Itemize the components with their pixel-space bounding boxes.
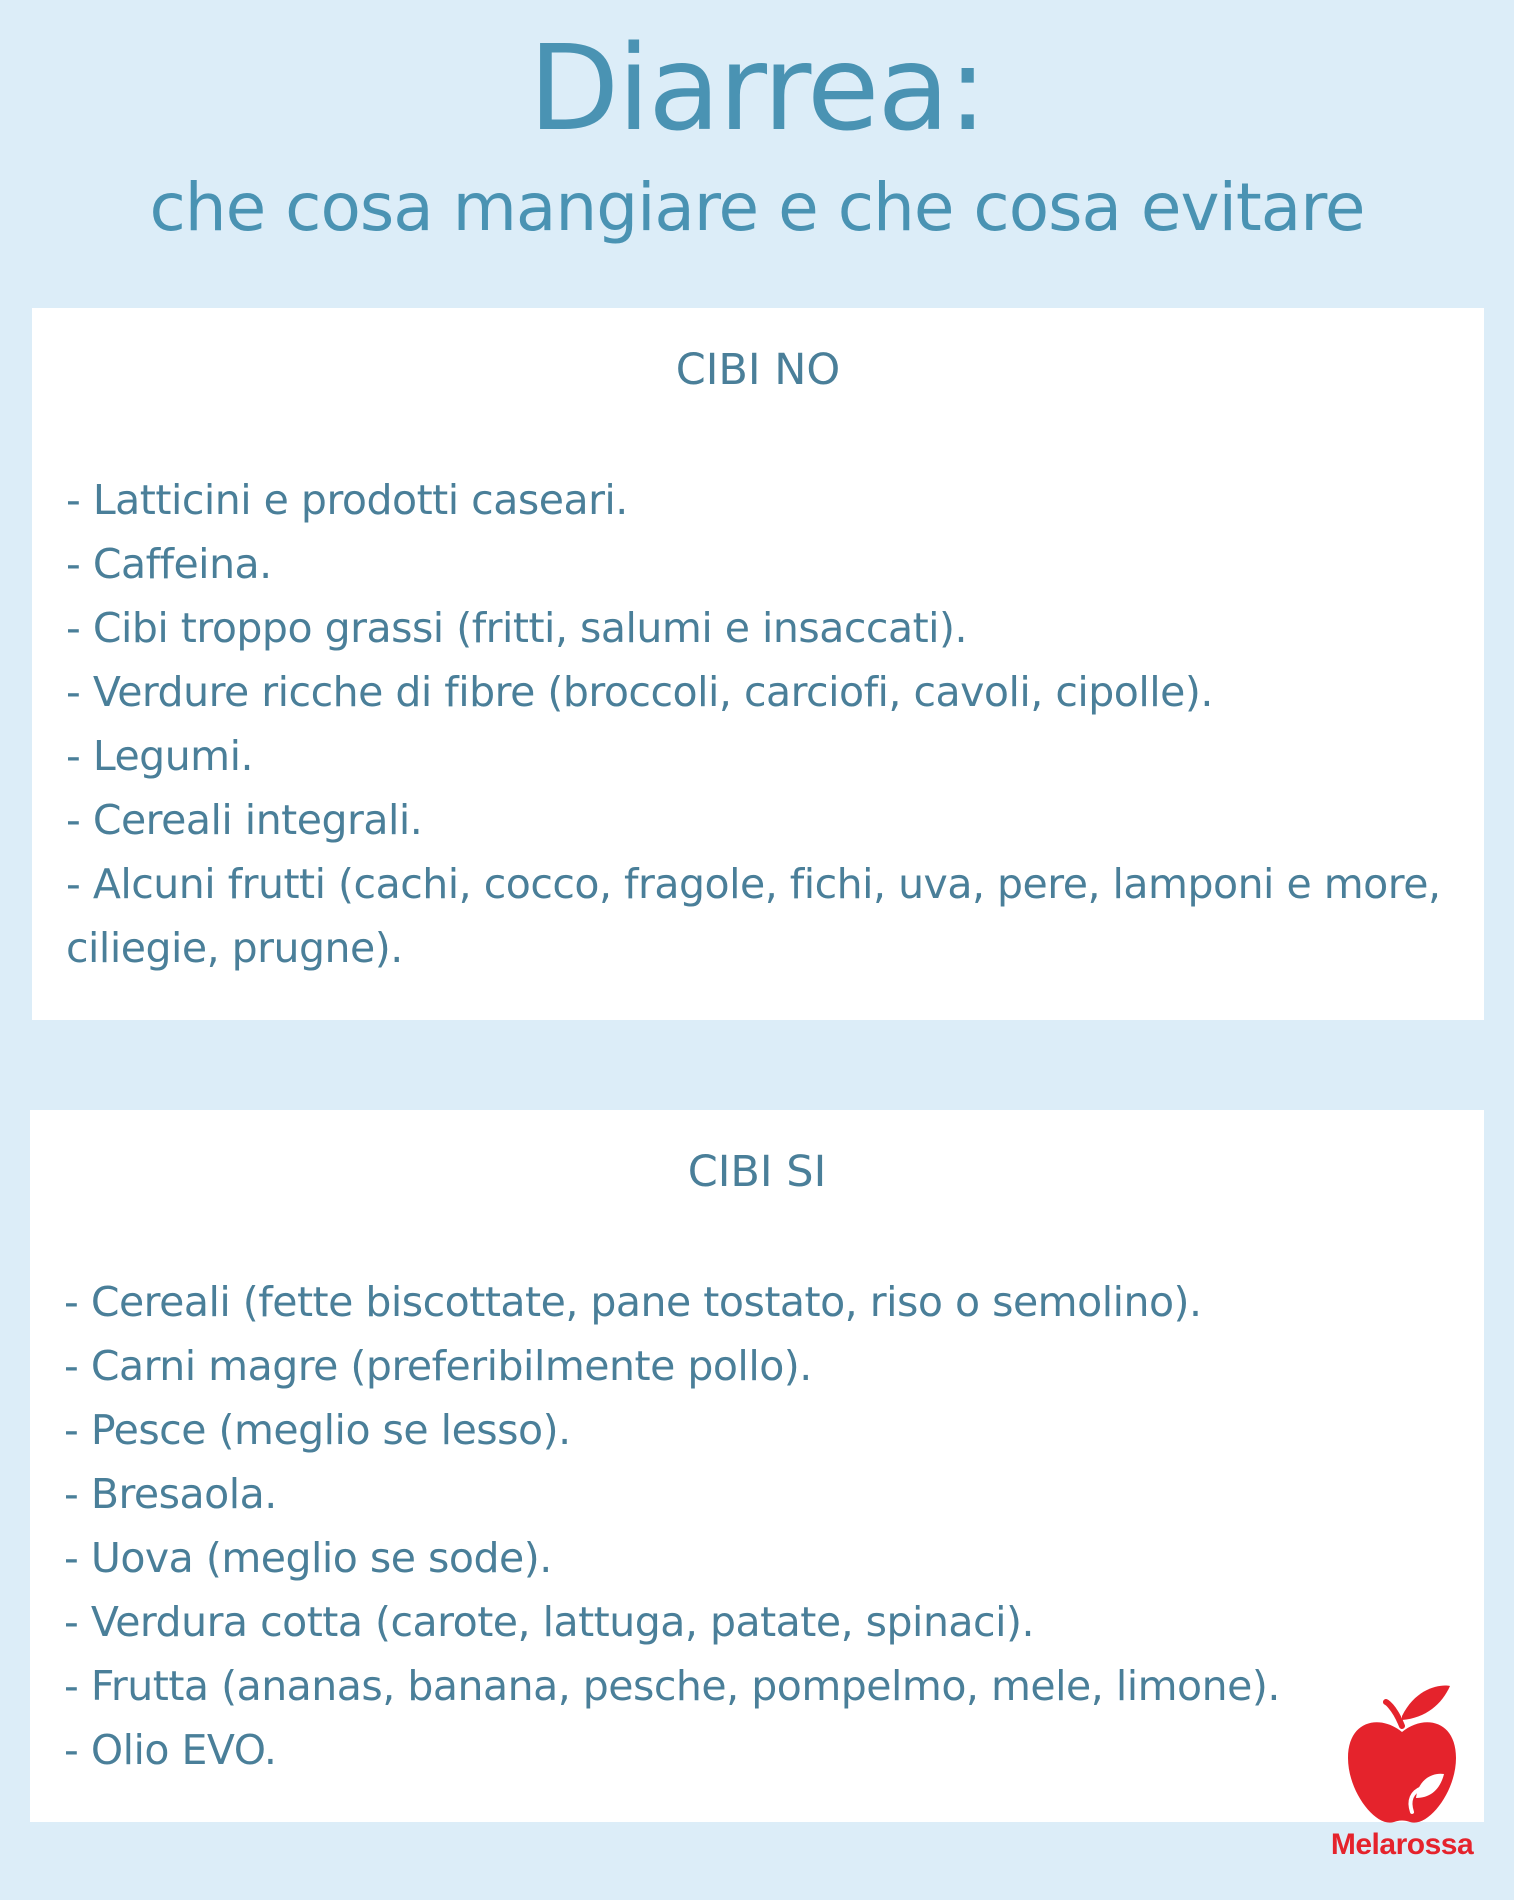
list-item: - Carni magre (preferibilmente pollo).: [64, 1342, 812, 1390]
cibi-si-heading: CIBI SI: [687, 1147, 827, 1197]
cibi-no-heading: CIBI NO: [675, 345, 841, 395]
list-item: - Cibi troppo grassi (fritti, salumi e insaccati).: [66, 604, 968, 652]
list-item: - Frutta (ananas, banana, pesche, pompelmo, mele, limone).: [64, 1662, 1280, 1710]
apple-icon: [1342, 1680, 1462, 1830]
list-item: - Alcuni frutti (cachi, cocco, fragole, fichi, uva, pere, lamponi e more, ciliegie, prugne).: [66, 860, 1441, 972]
page-title: Diarrea:: [528, 19, 986, 157]
list-item: - Pesce (meglio se lesso).: [64, 1406, 571, 1454]
brand-name: Melarossa: [1330, 1828, 1474, 1861]
list-item: - Uova (meglio se sode).: [64, 1534, 552, 1582]
list-item: - Legumi.: [66, 732, 254, 780]
cibi-no-card: [32, 308, 1484, 1020]
list-item: - Cereali (fette biscottate, pane tostato, riso o semolino).: [64, 1278, 1202, 1326]
cibi-si-list: [64, 1270, 1450, 1782]
list-item: - Olio EVO.: [64, 1726, 277, 1774]
melarossa-logo: [1312, 1680, 1492, 1860]
list-item: - Verdure ricche di fibre (broccoli, carciofi, cavoli, cipolle).: [66, 668, 1213, 716]
list-item: - Cereali integrali.: [66, 796, 423, 844]
cibi-no-list: [66, 468, 1450, 980]
list-item: - Latticini e prodotti caseari.: [66, 476, 628, 524]
list-item: - Verdura cotta (carote, lattuga, patate, spinaci).: [64, 1598, 1035, 1646]
page-subtitle: che cosa mangiare e che cosa evitare: [149, 169, 1365, 246]
list-item: - Caffeina.: [66, 540, 272, 588]
list-item: - Bresaola.: [64, 1470, 277, 1518]
cibi-si-card: [30, 1110, 1484, 1822]
